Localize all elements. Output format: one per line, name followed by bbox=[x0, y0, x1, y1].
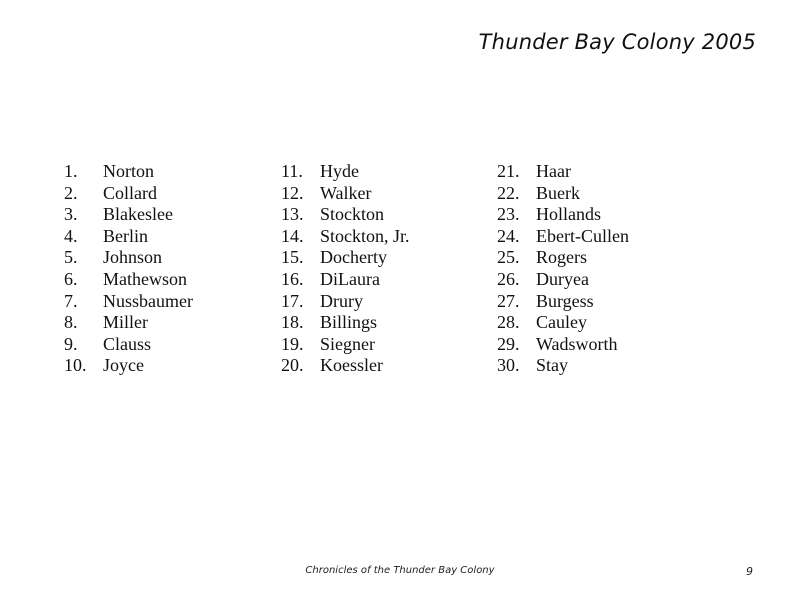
item-number: 8. bbox=[64, 312, 78, 333]
list-item bbox=[497, 355, 629, 377]
list-item bbox=[497, 247, 629, 269]
item-number: 5. bbox=[64, 247, 78, 268]
item-name: Johnson bbox=[103, 247, 163, 268]
list-item bbox=[281, 247, 410, 269]
item-name: Ebert-Cullen bbox=[536, 225, 629, 246]
list-item bbox=[64, 226, 193, 248]
item-number: 30. bbox=[497, 355, 520, 376]
item-name: Cauley bbox=[536, 312, 587, 333]
list-item bbox=[281, 226, 410, 248]
item-name: Duryea bbox=[536, 268, 589, 289]
item-name: Mathewson bbox=[103, 268, 187, 289]
item-name: Clauss bbox=[103, 333, 152, 354]
list-item bbox=[281, 269, 410, 291]
page-number: 9 bbox=[746, 565, 753, 578]
item-name: DiLaura bbox=[320, 268, 380, 289]
list-item bbox=[64, 291, 193, 313]
item-name: Norton bbox=[103, 161, 154, 181]
list-item bbox=[497, 226, 629, 248]
list-item bbox=[281, 204, 410, 226]
item-name: Blakeslee bbox=[103, 204, 173, 225]
list-item bbox=[281, 183, 410, 205]
item-name: Docherty bbox=[320, 247, 387, 268]
item-name: Berlin bbox=[103, 225, 148, 246]
item-number: 2. bbox=[64, 182, 78, 203]
item-number: 20. bbox=[281, 355, 304, 376]
item-name: Miller bbox=[103, 312, 148, 333]
item-number: 26. bbox=[497, 268, 520, 289]
item-number: 17. bbox=[281, 290, 304, 311]
item-name: Rogers bbox=[536, 247, 587, 268]
name-column-2 bbox=[281, 161, 410, 377]
list-item bbox=[64, 312, 193, 334]
item-name: Hyde bbox=[320, 161, 359, 181]
list-item bbox=[64, 269, 193, 291]
item-name: Wadsworth bbox=[536, 333, 618, 354]
item-number: 23. bbox=[497, 204, 520, 225]
name-column-1 bbox=[64, 161, 193, 377]
list-item bbox=[281, 161, 410, 183]
list-item bbox=[64, 355, 193, 377]
item-number: 4. bbox=[64, 225, 78, 246]
list-item bbox=[281, 312, 410, 334]
item-number: 10. bbox=[64, 355, 87, 376]
item-number: 14. bbox=[281, 225, 304, 246]
item-number: 13. bbox=[281, 204, 304, 225]
item-number: 24. bbox=[497, 225, 520, 246]
item-name: Stockton bbox=[320, 204, 385, 225]
list-item bbox=[497, 291, 629, 313]
list-item bbox=[64, 247, 193, 269]
item-number: 21. bbox=[497, 161, 520, 181]
item-name: Walker bbox=[320, 182, 372, 203]
list-item bbox=[497, 334, 629, 356]
item-name: Collard bbox=[103, 182, 157, 203]
list-item bbox=[281, 355, 410, 377]
item-number: 12. bbox=[281, 182, 304, 203]
item-name: Hollands bbox=[536, 204, 601, 225]
item-number: 22. bbox=[497, 182, 520, 203]
page-title: Thunder Bay Colony 2005 bbox=[478, 30, 756, 54]
item-number: 9. bbox=[64, 333, 78, 354]
item-name: Buerk bbox=[536, 182, 580, 203]
item-number: 25. bbox=[497, 247, 520, 268]
item-number: 27. bbox=[497, 290, 520, 311]
item-name: Koessler bbox=[320, 355, 383, 376]
item-name: Siegner bbox=[320, 333, 375, 354]
list-item bbox=[497, 183, 629, 205]
item-name: Nussbaumer bbox=[103, 290, 193, 311]
item-number: 7. bbox=[64, 290, 78, 311]
item-number: 15. bbox=[281, 247, 304, 268]
item-number: 11. bbox=[281, 161, 303, 181]
list-item bbox=[497, 161, 629, 183]
list-item bbox=[64, 204, 193, 226]
item-number: 18. bbox=[281, 312, 304, 333]
item-number: 16. bbox=[281, 268, 304, 289]
list-item bbox=[64, 183, 193, 205]
item-number: 19. bbox=[281, 333, 304, 354]
item-name: Stockton, Jr. bbox=[320, 225, 410, 246]
item-name: Burgess bbox=[536, 290, 594, 311]
list-item bbox=[497, 312, 629, 334]
list-item bbox=[281, 291, 410, 313]
item-name: Billings bbox=[320, 312, 378, 333]
list-item bbox=[497, 204, 629, 226]
item-number: 1. bbox=[64, 161, 78, 181]
list-item bbox=[64, 161, 193, 183]
item-name: Drury bbox=[320, 290, 363, 311]
item-number: 28. bbox=[497, 312, 520, 333]
list-item bbox=[64, 334, 193, 356]
item-name: Haar bbox=[536, 161, 571, 181]
item-number: 29. bbox=[497, 333, 520, 354]
list-item bbox=[281, 334, 410, 356]
name-column-3 bbox=[497, 161, 629, 377]
item-name: Stay bbox=[536, 355, 569, 376]
item-number: 3. bbox=[64, 204, 78, 225]
list-item bbox=[497, 269, 629, 291]
item-number: 6. bbox=[64, 268, 78, 289]
item-name: Joyce bbox=[103, 355, 144, 376]
page-footer: Chronicles of the Thunder Bay Colony bbox=[305, 565, 495, 576]
